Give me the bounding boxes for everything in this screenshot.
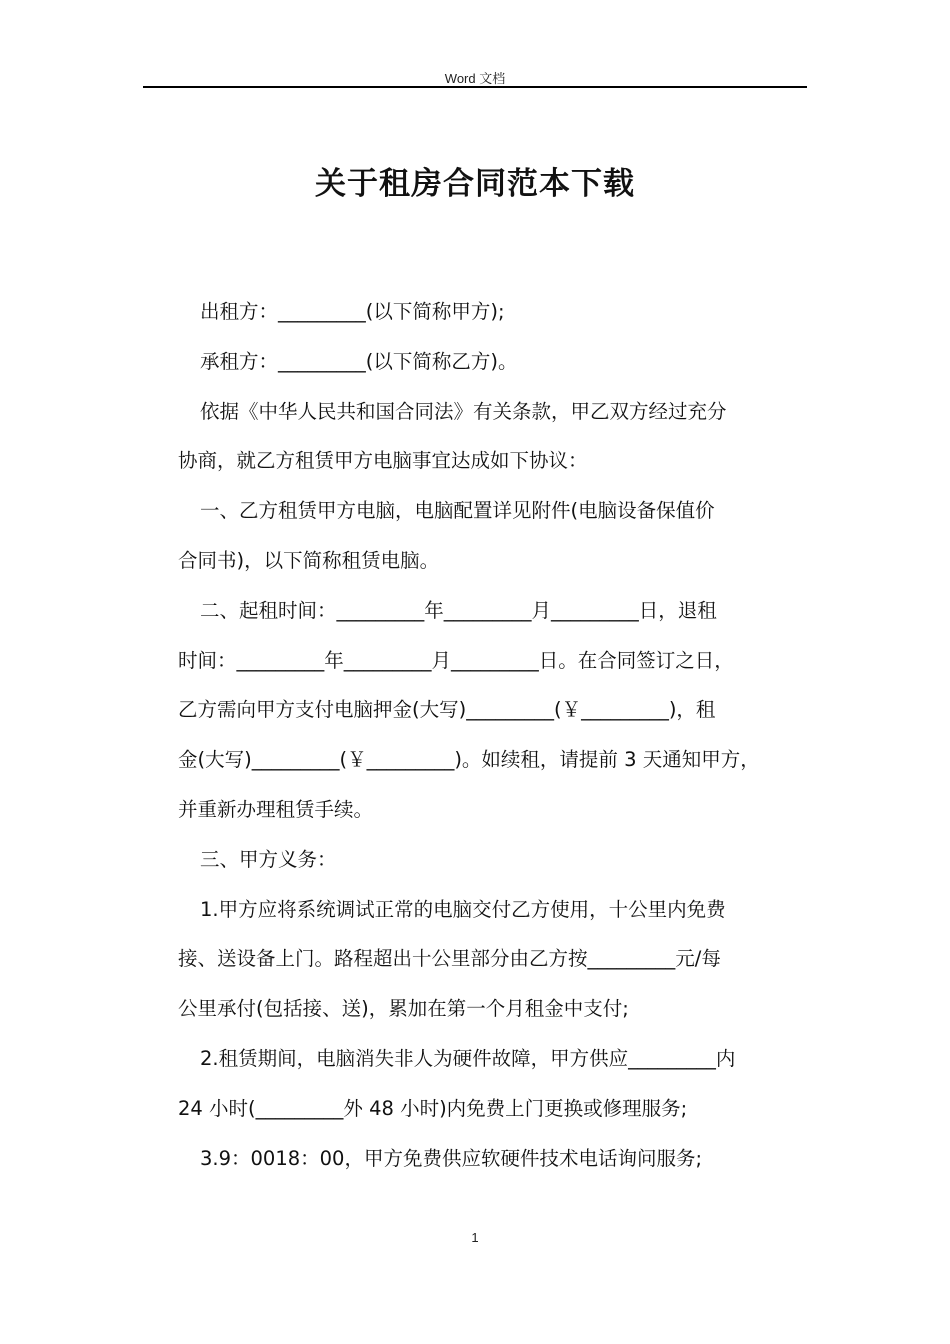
paragraph-line: 依据《中华人民共和国合同法》有关条款，甲乙双方经过充分	[200, 399, 727, 423]
paragraph-line: 乙方需向甲方支付电脑押金(大写)_________(￥_________)，租	[178, 698, 716, 722]
paragraph-line: 接、送设备上门。路程超出十公里部分由乙方按_________元/每	[178, 947, 721, 971]
paragraph-line: 三、甲方义务：	[200, 847, 337, 871]
page-number: 1	[471, 1230, 479, 1245]
paragraph-line: 3.9：0018：00，甲方免费供应软硬件技术电话询问服务;	[200, 1146, 703, 1170]
paragraph-line: 1.甲方应将系统调试正常的电脑交付乙方使用，十公里内免费	[200, 897, 726, 921]
paragraph-line: 24 小时(_________外 48 小时)内免费上门更换或修理服务;	[178, 1096, 688, 1120]
document-title: 关于租房合同范本下载	[315, 166, 635, 202]
paragraph-line: 合同书)，以下简称租赁电脑。	[178, 548, 440, 572]
paragraph-line: 出租方：_________(以下简称甲方);	[200, 300, 505, 323]
paragraph-line: 公里承付(包括接、送)，累加在第一个月租金中支付;	[178, 997, 629, 1021]
page-header: Word 文档	[444, 71, 506, 86]
header-divider	[143, 86, 807, 88]
paragraph-line: 协商，就乙方租赁甲方电脑事宜达成如下协议：	[178, 449, 588, 473]
paragraph-line: 金(大写)_________(￥_________)。如续租，请提前 3 天通知甲方，	[178, 748, 760, 772]
paragraph-line: 并重新办理租赁手续。	[178, 797, 374, 821]
paragraph-line: 2.租赁期间，电脑消失非人为硬件故障，甲方供应_________内	[200, 1046, 736, 1070]
paragraph-line: 二、起租时间：_________年_________月_________日，退租	[200, 598, 717, 622]
paragraph-line: 时间：_________年_________月_________日。在合同签订之日，	[178, 648, 734, 672]
paragraph-line: 承租方：_________(以下简称乙方)。	[200, 349, 518, 373]
document-body	[178, 287, 818, 1183]
paragraph-line: 一、乙方租赁甲方电脑，电脑配置详见附件(电脑设备保值价	[200, 499, 715, 523]
